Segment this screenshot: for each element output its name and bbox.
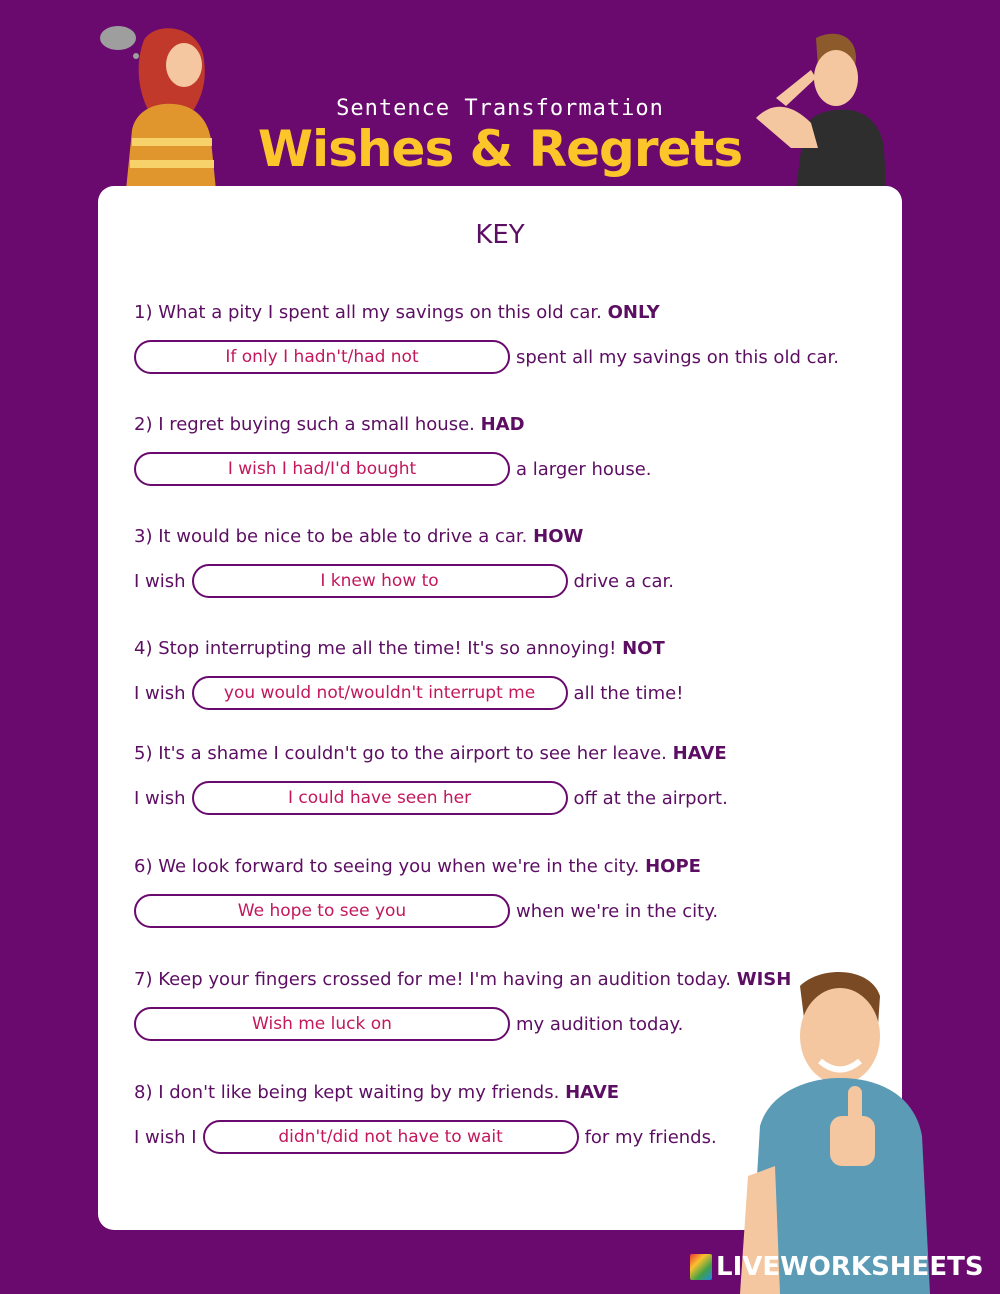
- thinking-girl-illustration: [96, 20, 226, 190]
- question-prompt: 2) I regret buying such a small house.: [134, 414, 475, 435]
- answer-box[interactable]: I knew how to: [192, 564, 568, 598]
- sentence-ending: off at the airport.: [573, 787, 728, 809]
- sentence-beginning: I wish: [134, 787, 186, 809]
- question-7-answer-line: [134, 1005, 683, 1043]
- question-8-answer-line: [134, 1118, 717, 1156]
- question-prompt: 1) What a pity I spent all my savings on this old car.: [134, 302, 602, 323]
- question-prompt: 7) Keep your fingers crossed for me! I'm having an audition today.: [134, 969, 731, 990]
- logo-text: LIVEWORKSHEETS: [716, 1252, 984, 1282]
- question-keyword: ONLY: [607, 302, 660, 323]
- page-title: Wishes & Regrets: [257, 120, 743, 178]
- sentence-beginning: I wish: [134, 682, 186, 704]
- question-1-prompt: [134, 302, 660, 323]
- question-4-prompt: [134, 638, 665, 659]
- question-prompt: 8) I don't like being kept waiting by my friends.: [134, 1082, 560, 1103]
- answer-box[interactable]: didn't/did not have to wait: [203, 1120, 579, 1154]
- question-keyword: NOT: [622, 638, 665, 659]
- sentence-ending: a larger house.: [516, 458, 652, 480]
- sentence-beginning: I wish: [134, 570, 186, 592]
- question-prompt: 3) It would be nice to be able to drive a car.: [134, 526, 528, 547]
- question-prompt: 4) Stop interrupting me all the time! It's so annoying!: [134, 638, 617, 659]
- question-prompt: 6) We look forward to seeing you when we're in the city.: [134, 856, 640, 877]
- question-4-answer-line: [134, 674, 683, 712]
- question-2-answer-line: [134, 450, 652, 488]
- sentence-ending: drive a car.: [573, 570, 674, 592]
- answer-box[interactable]: If only I hadn't/had not: [134, 340, 510, 374]
- sentence-ending: spent all my savings on this old car.: [516, 346, 839, 368]
- question-7-prompt: [134, 969, 791, 990]
- question-keyword: HAVE: [672, 743, 727, 764]
- question-6-prompt: [134, 856, 701, 877]
- sentence-ending: for my friends.: [584, 1126, 717, 1148]
- sentence-ending: when we're in the city.: [516, 900, 719, 922]
- question-keyword: WISH: [736, 969, 792, 990]
- answer-box[interactable]: you would not/wouldn't interrupt me: [192, 676, 568, 710]
- question-5-answer-line: [134, 779, 728, 817]
- thought-cloud-icon: [100, 26, 144, 64]
- liveworksheets-logo[interactable]: [690, 1252, 984, 1282]
- question-3-answer-line: [134, 562, 674, 600]
- question-1-answer-line: [134, 338, 839, 376]
- answer-box[interactable]: Wish me luck on: [134, 1007, 510, 1041]
- facepalm-man-illustration: [756, 28, 886, 188]
- answer-box[interactable]: I wish I had/I'd bought: [134, 452, 510, 486]
- question-keyword: HOPE: [645, 856, 701, 877]
- answer-box[interactable]: I could have seen her: [192, 781, 568, 815]
- question-keyword: HAD: [480, 414, 525, 435]
- key-heading: KEY: [475, 220, 525, 250]
- question-2-prompt: [134, 414, 525, 435]
- question-3-prompt: [134, 526, 583, 547]
- logo-icon: [690, 1254, 712, 1280]
- question-keyword: HOW: [533, 526, 584, 547]
- sentence-beginning: I wish I: [134, 1126, 197, 1148]
- sentence-ending: my audition today.: [516, 1013, 684, 1035]
- question-prompt: 5) It's a shame I couldn't go to the airport to see her leave.: [134, 743, 667, 764]
- answer-box[interactable]: We hope to see you: [134, 894, 510, 928]
- thumbs-up-man-illustration: [730, 966, 930, 1294]
- sentence-ending: all the time!: [573, 682, 684, 704]
- question-5-prompt: [134, 743, 727, 764]
- question-keyword: HAVE: [565, 1082, 620, 1103]
- question-6-answer-line: [134, 892, 718, 930]
- page-subtitle: Sentence Transformation: [336, 96, 664, 121]
- question-8-prompt: [134, 1082, 619, 1103]
